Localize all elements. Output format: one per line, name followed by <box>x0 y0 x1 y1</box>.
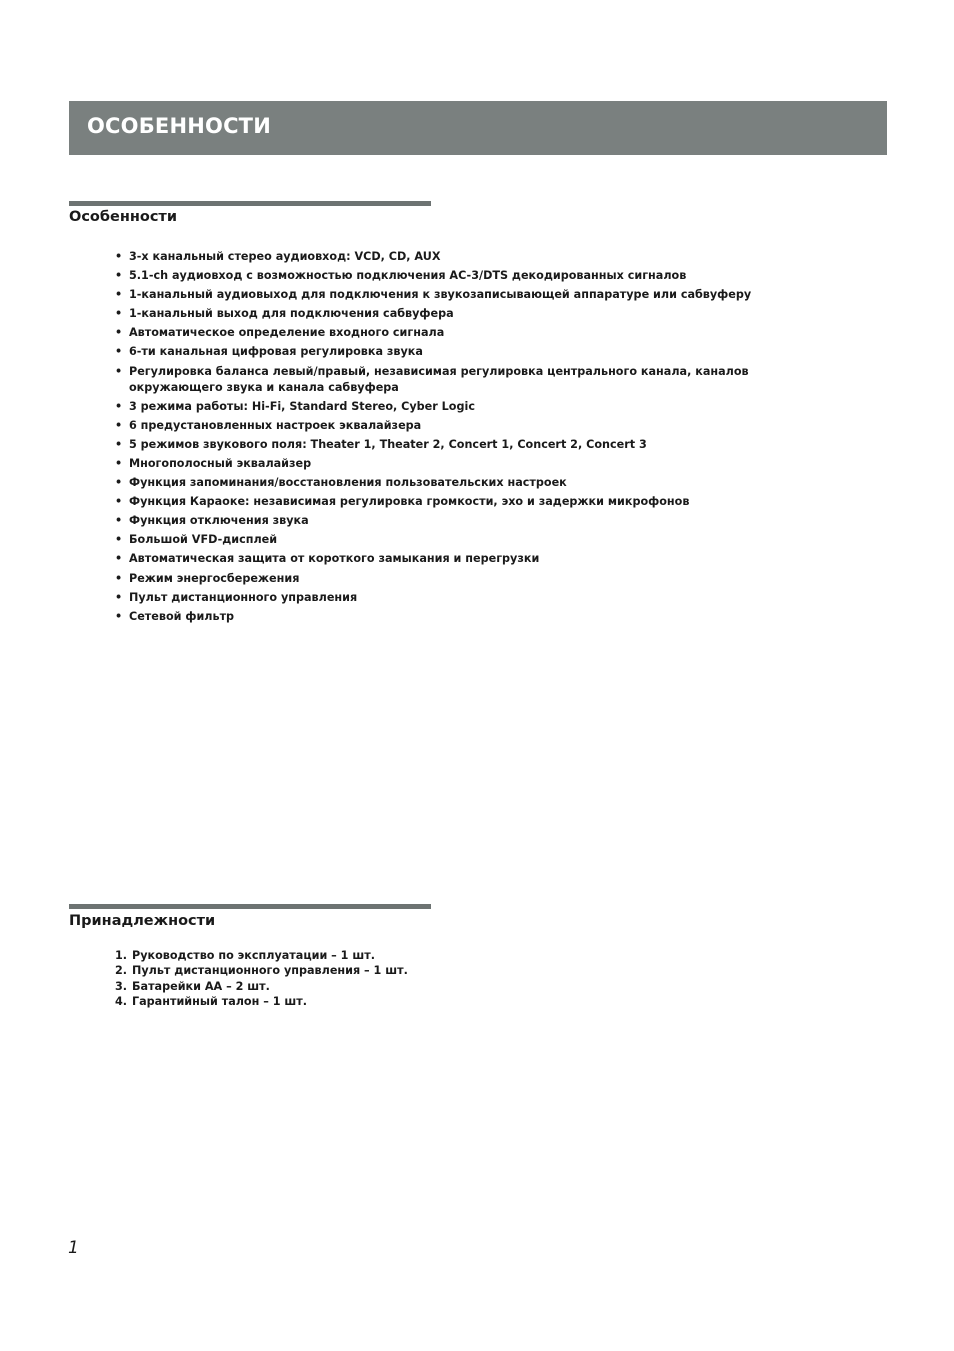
bullet-icon: • <box>115 476 123 490</box>
list-item <box>115 344 795 360</box>
feature-text: Автоматическое определение входного сигнала <box>129 326 445 340</box>
accessory-text: Пульт дистанционного управления – 1 шт. <box>132 964 408 978</box>
feature-text: 1-канальный аудиовыход для подключения к звукозаписывающей аппаратуре или сабвуферу <box>129 288 752 302</box>
bullet-icon: • <box>115 269 123 283</box>
feature-text: Режим энергосбережения <box>129 571 300 585</box>
accessories-heading: Принадлежности <box>69 913 216 929</box>
bullet-icon: • <box>115 364 123 378</box>
bullet-icon: • <box>115 326 123 340</box>
list-item <box>115 306 795 322</box>
bullet-icon: • <box>115 552 123 566</box>
feature-text: Функция запоминания/восстановления пользовательских настроек <box>129 476 567 490</box>
item-number: 4. <box>115 994 128 1008</box>
accessory-text: Руководство по эксплуатации – 1 шт. <box>132 949 375 962</box>
list-item <box>115 571 795 587</box>
bullet-icon: • <box>115 533 123 547</box>
bullet-icon: • <box>115 456 123 470</box>
accessory-text: Батарейки AA – 2 шт. <box>132 979 270 993</box>
list-item <box>115 532 795 548</box>
feature-text: Пульт дистанционного управления <box>129 590 358 604</box>
feature-text: 5 режимов звукового поля: Theater 1, Theater 2, Concert 1, Concert 2, Concert 3 <box>129 437 647 451</box>
list-item <box>115 494 795 510</box>
accessories-list <box>115 948 408 1009</box>
bullet-icon: • <box>115 437 123 451</box>
list-item <box>115 399 795 415</box>
item-number: 2. <box>115 964 128 978</box>
list-item <box>115 418 795 434</box>
bullet-icon: • <box>115 399 123 413</box>
page-number: 1 <box>68 1238 79 1258</box>
feature-text: 5.1-ch аудиовход с возможностью подключения AC-3/DTS декодированных сигналов <box>129 269 687 283</box>
feature-text: Сетевой фильтр <box>129 609 235 623</box>
bullet-icon: • <box>115 590 123 604</box>
header-banner <box>69 101 887 155</box>
item-number: 3. <box>115 979 128 993</box>
feature-text: Многополосный эквалайзер <box>129 456 312 470</box>
feature-text: Регулировка баланса левый/правый, независимая регулировка центрального канала, каналов окружающего звука и канала сабвуфера <box>129 364 749 394</box>
features-heading: Особенности <box>69 209 177 225</box>
list-item <box>115 325 795 341</box>
item-number: 1. <box>115 949 128 962</box>
list-item <box>115 287 795 303</box>
list-item <box>115 963 408 978</box>
bullet-icon: • <box>115 495 123 509</box>
bullet-icon: • <box>115 250 123 263</box>
features-list <box>115 249 795 628</box>
bullet-icon: • <box>115 571 123 585</box>
feature-text: Автоматическая защита от короткого замыкания и перегрузки <box>129 552 540 566</box>
bullet-icon: • <box>115 514 123 528</box>
feature-text: 1-канальный выход для подключения сабвуфера <box>129 307 454 321</box>
bullet-icon: • <box>115 345 123 359</box>
accessory-text: Гарантийный талон – 1 шт. <box>132 994 308 1008</box>
list-item <box>115 475 795 491</box>
list-item <box>115 994 408 1009</box>
list-item <box>115 948 408 963</box>
section-divider-accessories <box>69 904 431 909</box>
feature-text: Функция отключения звука <box>129 514 309 528</box>
feature-text: 6-ти канальная цифровая регулировка звука <box>129 345 423 359</box>
list-item <box>115 456 795 472</box>
list-item <box>115 513 795 529</box>
bullet-icon: • <box>115 288 123 302</box>
section-divider-features <box>69 201 431 206</box>
page-title: ОСОБЕННОСТИ <box>87 114 271 138</box>
list-item <box>115 268 795 284</box>
list-item <box>115 249 795 265</box>
list-item <box>115 437 795 453</box>
list-item <box>115 590 795 606</box>
feature-text: Функция Караоке: независимая регулировка громкости, эхо и задержки микрофонов <box>129 495 690 509</box>
bullet-icon: • <box>115 418 123 432</box>
bullet-icon: • <box>115 307 123 321</box>
feature-text: Большой VFD-дисплей <box>129 533 278 547</box>
list-item <box>115 551 795 567</box>
feature-text: 6 предустановленных настроек эквалайзера <box>129 418 422 432</box>
list-item <box>115 979 408 994</box>
feature-text: 3 режима работы: Hi-Fi, Standard Stereo, Cyber Logic <box>129 399 475 413</box>
feature-text: 3-х канальный стерео аудиовход: VCD, CD, AUX <box>129 250 441 263</box>
list-item <box>115 364 795 396</box>
list-item <box>115 609 795 625</box>
bullet-icon: • <box>115 609 123 623</box>
